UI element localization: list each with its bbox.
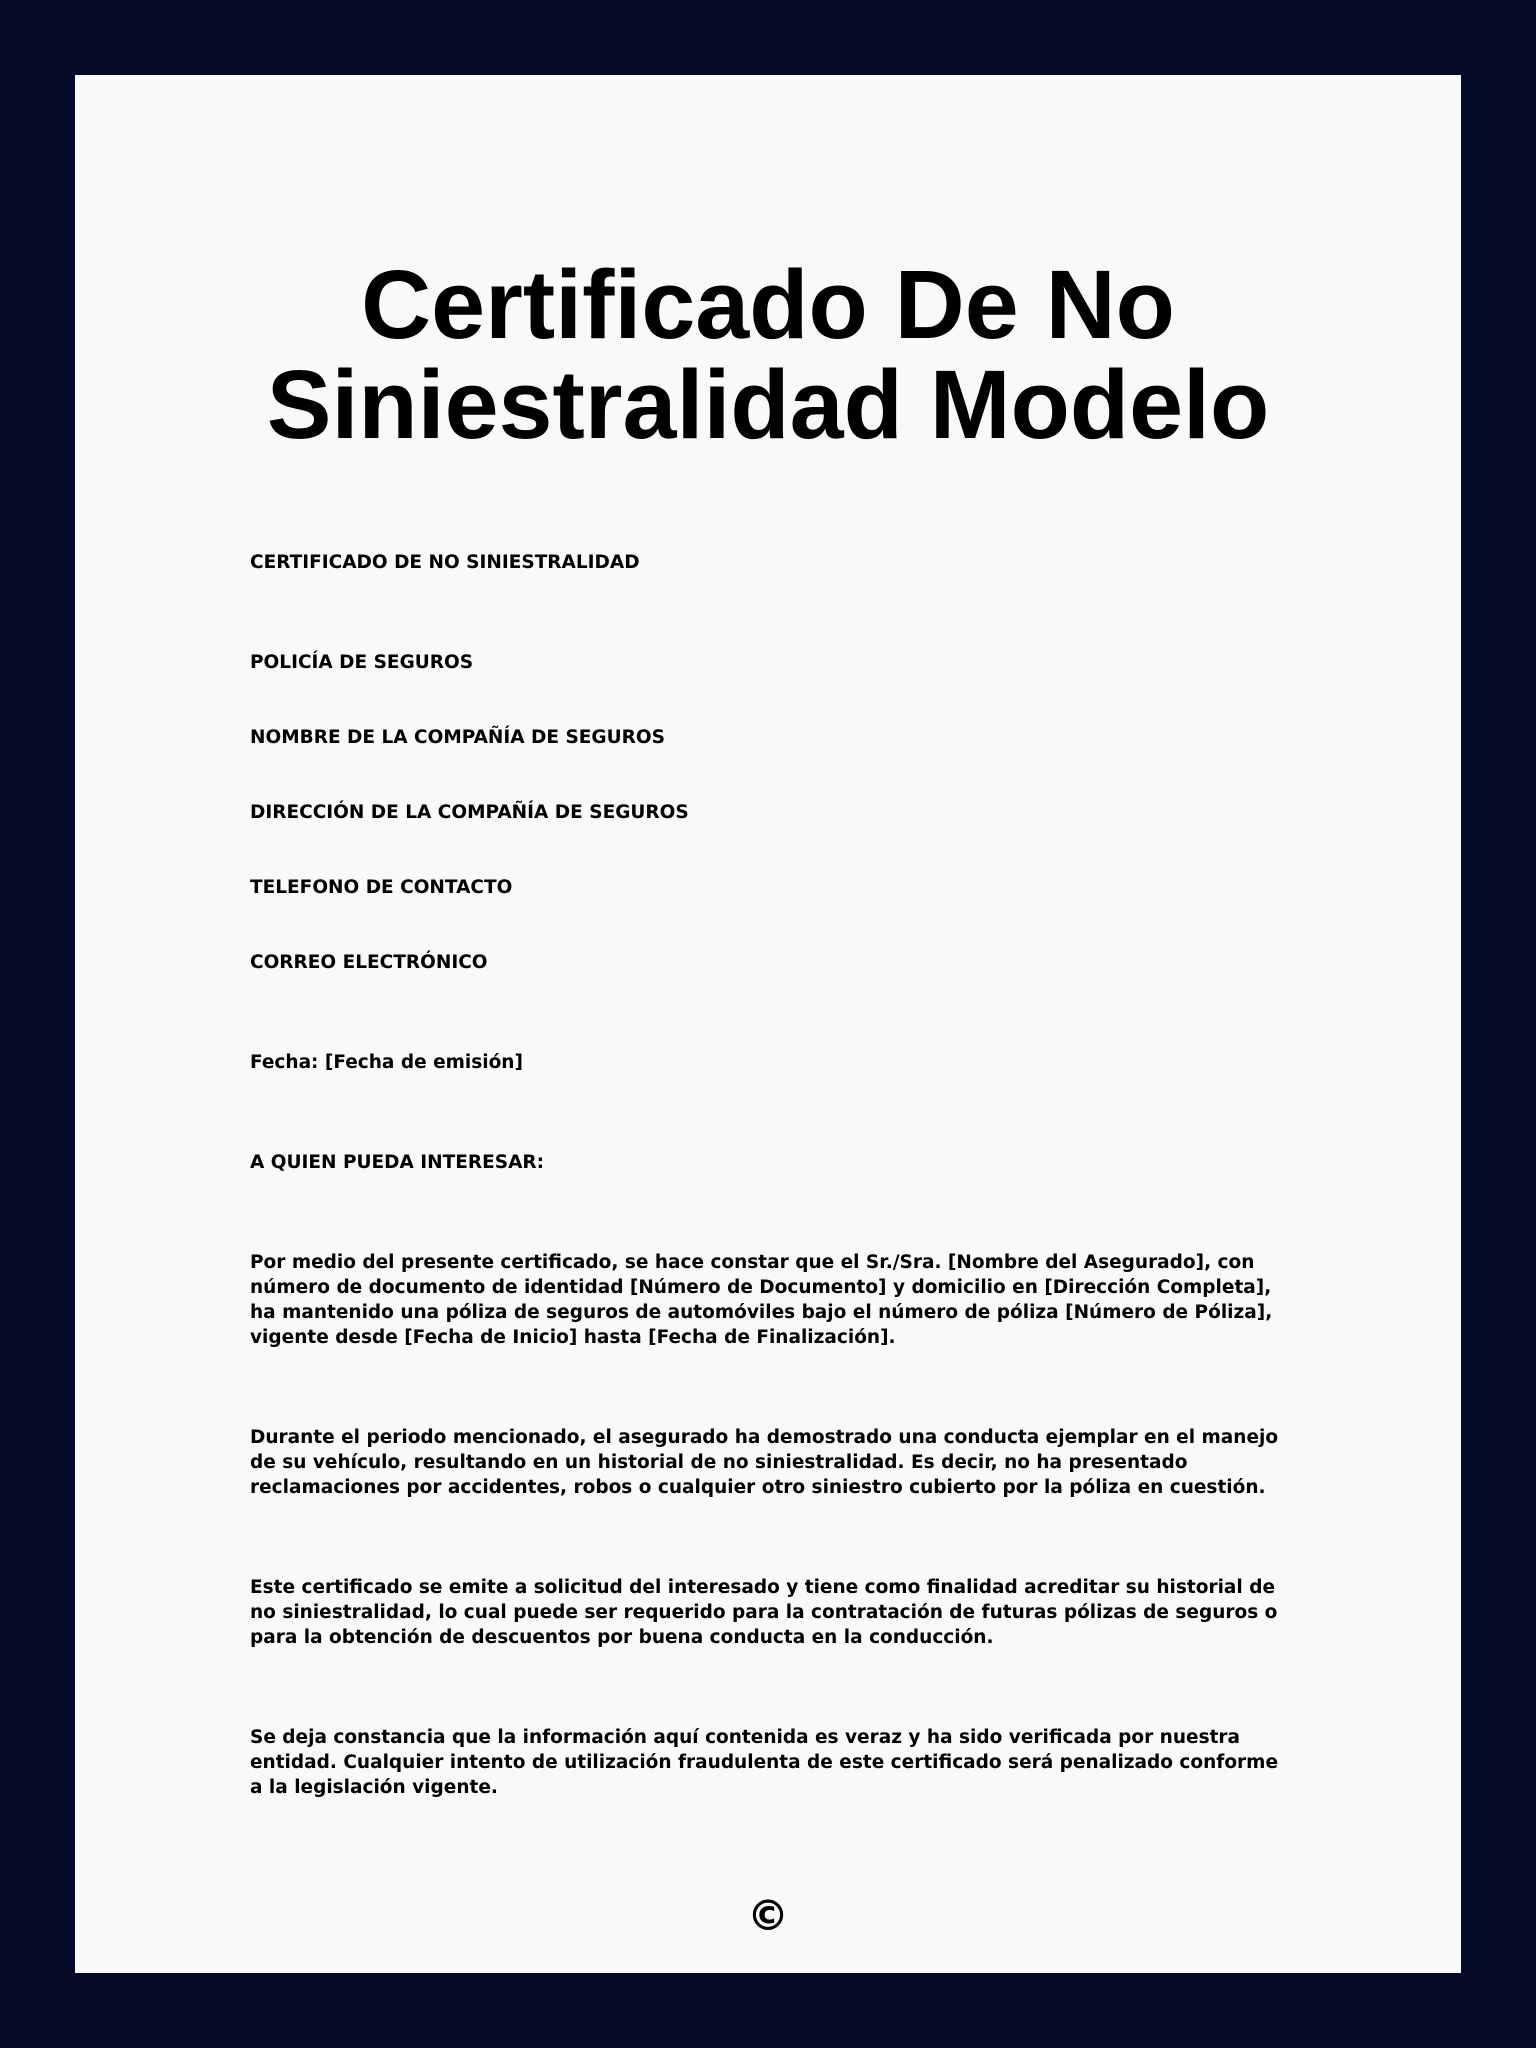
document-page [75, 75, 1461, 1973]
paragraph: Se deja constancia que la información aquí contenida es veraz y ha sido verificada por nuestra entidad. Cualquier intento de utilización fraudulenta de este certificado será penalizado conforme a la legislación vigente. [250, 1727, 1278, 1798]
date-line: Fecha: [Fecha de emisión] [250, 1052, 523, 1073]
field-company-name: NOMBRE DE LA COMPAÑÍA DE SEGUROS [250, 727, 665, 748]
document-title: Certificado De No Siniestralidad Modelo [266, 250, 1270, 459]
field-contact-phone: TELEFONO DE CONTACTO [250, 877, 513, 898]
paragraph: Por medio del presente certificado, se hace constar que el Sr./Sra. [Nombre del Asegurado], con número de documento de identidad [Número de Documento] y domicilio en [Dirección Completa], ha mantenido una póliza de seguros de automóviles bajo el número de póliza [Número de Póliza], vigente desde [Fecha de Inicio] hasta [Fecha de Finalización]. [250, 1252, 1273, 1348]
paragraph: Durante el periodo mencionado, el asegurado ha demostrado una conducta ejemplar en el manejo de su vehículo, resultando en un historial de no siniestralidad. Es decir, no ha presentado reclamaciones por accidentes, robos o cualquier otro siniestro cubierto por la póliza en cuestión. [250, 1427, 1279, 1498]
copyright-icon: © [747, 1891, 789, 1940]
field-email: CORREO ELECTRÓNICO [250, 952, 488, 973]
paragraph: Este certificado se emite a solicitud del interesado y tiene como finalidad acreditar su historial de no siniestralidad, lo cual puede ser requerido para la contratación de futuras pólizas de seguros o para la obtención de descuentos por buena conducta en la conducción. [250, 1577, 1278, 1648]
document-body [250, 550, 1290, 1800]
salutation: A QUIEN PUEDA INTERESAR: [250, 1152, 545, 1173]
certificate-heading: CERTIFICADO DE NO SINIESTRALIDAD [250, 552, 640, 573]
field-company-address: DIRECCIÓN DE LA COMPAÑÍA DE SEGUROS [250, 802, 689, 823]
field-policy: POLICÍA DE SEGUROS [250, 652, 474, 673]
